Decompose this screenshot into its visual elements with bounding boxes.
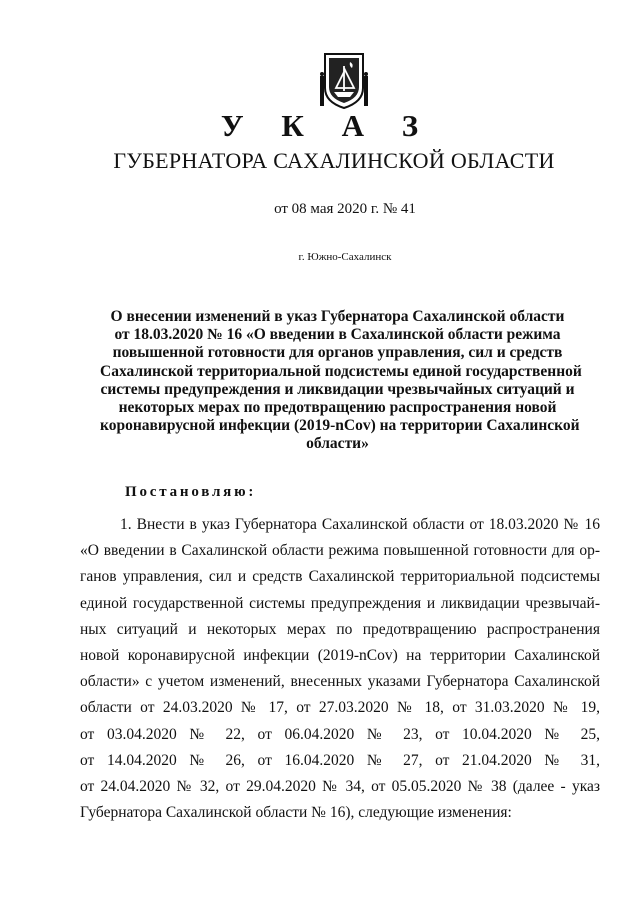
heading-line: системы предупреждения и ликвидации чрезвычайных ситуаций и xyxy=(100,380,575,398)
document-body xyxy=(80,512,600,826)
body-line: от 24.04.2020 № 32, от 29.04.2020 № 34, от 05.05.2020 № 38 (далее - указ xyxy=(80,777,600,795)
body-line: «О введении в Сахалинской области режима повышенной готовности для ор- xyxy=(80,542,600,560)
heading-line: Сахалинской территориальной подсистемы единой государственной xyxy=(100,362,582,380)
heading-line: от 18.03.2020 № 16 «О введении в Сахалинской области режима xyxy=(114,326,561,344)
body-line: единой государственной системы предупреждения и ликвидации чрезвычай- xyxy=(80,594,600,612)
coat-of-arms-emblem xyxy=(320,52,368,110)
body-line: от 14.04.2020 № 26, от 16.04.2020 № 27, от 21.04.2020 № 31, xyxy=(80,751,600,769)
body-line: ганов управления, сил и средств Сахалинской территориальной подсистемы xyxy=(80,568,600,586)
body-line: ных ситуаций и некоторых мерах по предотвращению распространения xyxy=(80,620,600,638)
document-subtitle: ГУБЕРНАТОРА САХАЛИНСКОЙ ОБЛАСТИ xyxy=(113,148,555,173)
body-line: Губернатора Сахалинской области № 16), следующие изменения: xyxy=(80,804,512,822)
body-line: области от 24.03.2020 № 17, от 27.03.2020 № 18, от 31.03.2020 № 19, xyxy=(80,699,600,717)
body-line: области» с учетом изменений, внесенных указами Губернатора Сахалинской xyxy=(80,673,600,691)
document-date-number: от 08 мая 2020 г. № 41 xyxy=(274,201,416,217)
heading-line: повышенной готовности для органов управления, сил и средств xyxy=(112,344,563,362)
decree-word: Постановляю: xyxy=(125,484,257,500)
body-line: 1. Внести в указ Губернатора Сахалинской области от 18.03.2020 № 16 xyxy=(120,516,600,533)
heading-line: области» xyxy=(306,435,369,453)
heading-line: коронавирусной инфекции (2019-nCov) на территории Сахалинской xyxy=(100,417,580,435)
document-title: У К А З xyxy=(220,108,434,143)
document-city: г. Южно-Сахалинск xyxy=(298,251,392,263)
body-line: новой коронавирусной инфекции (2019-nCov) на территории Сахалинской xyxy=(80,646,600,664)
heading-line: некоторых мерах по предотвращению распространения новой xyxy=(118,399,557,417)
body-line: от 03.04.2020 № 22, от 06.04.2020 № 23, от 10.04.2020 № 25, xyxy=(80,725,600,743)
heading-line: О внесении изменений в указ Губернатора Сахалинской области xyxy=(110,308,565,325)
document-heading xyxy=(100,308,582,454)
